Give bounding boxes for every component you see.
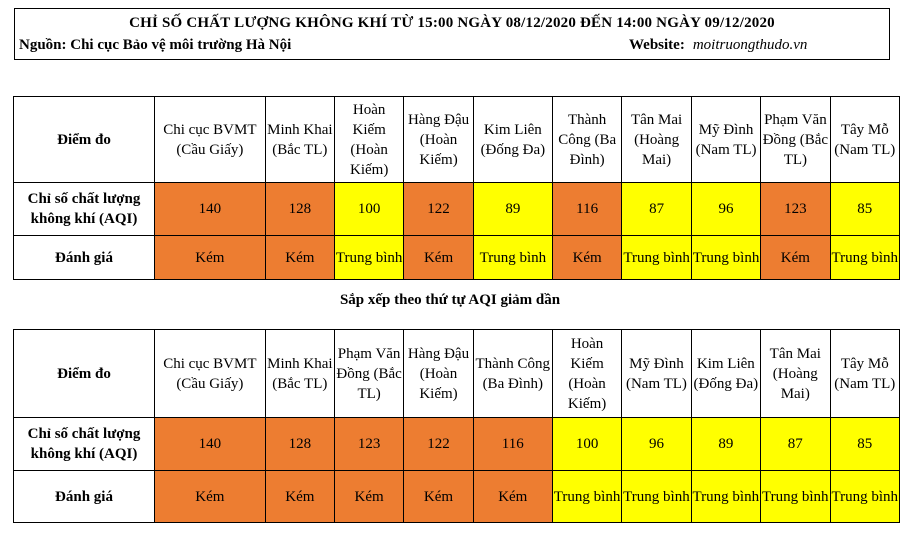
website-label: Website: bbox=[629, 37, 685, 53]
rating-value: Trung bình bbox=[334, 236, 403, 280]
site-name: Thành Công (Ba Đình) bbox=[473, 330, 552, 418]
site-name: Phạm Văn Đồng (Bắc TL) bbox=[334, 330, 403, 418]
rating-value: Kém bbox=[404, 471, 473, 523]
aqi-value: 140 bbox=[155, 418, 266, 471]
point-label: Điểm đo bbox=[14, 97, 155, 183]
site-name: Thành Công (Ba Đình) bbox=[552, 97, 621, 183]
aqi-value: 123 bbox=[761, 183, 830, 236]
site-name: Hoàn Kiếm (Hoàn Kiếm) bbox=[552, 330, 621, 418]
site-name: Chi cục BVMT (Cầu Giấy) bbox=[155, 330, 266, 418]
aqi-value: 140 bbox=[155, 183, 266, 236]
site-name: Minh Khai (Bắc TL) bbox=[265, 97, 334, 183]
report-header bbox=[14, 8, 890, 60]
rating-value: Trung bình bbox=[622, 471, 691, 523]
report-title: CHỈ SỐ CHẤT LƯỢNG KHÔNG KHÍ TỪ 15:00 NGÀY 08/12/2020 ĐẾN 14:00 NGÀY 09/12/2020 bbox=[129, 15, 775, 31]
site-name: Hàng Đậu (Hoàn Kiếm) bbox=[404, 97, 473, 183]
rating-value: Kém bbox=[404, 236, 473, 280]
site-name: Kim Liên (Đống Đa) bbox=[473, 97, 552, 183]
rating-value: Trung bình bbox=[691, 471, 760, 523]
website-line bbox=[629, 37, 807, 54]
aqi-value: 122 bbox=[404, 418, 473, 471]
aqi-table-sorted bbox=[13, 329, 900, 523]
sort-caption: Sắp xếp theo thứ tự AQI giảm dần bbox=[339, 292, 561, 308]
aqi-value: 116 bbox=[552, 183, 621, 236]
aqi-value: 89 bbox=[691, 418, 760, 471]
site-name: Mỹ Đình (Nam TL) bbox=[691, 97, 760, 183]
aqi-value: 100 bbox=[552, 418, 621, 471]
rating-value: Trung bình bbox=[691, 236, 760, 280]
aqi-value: 123 bbox=[334, 418, 403, 471]
rating-value: Kém bbox=[155, 471, 266, 523]
site-name: Phạm Văn Đồng (Bắc TL) bbox=[761, 97, 830, 183]
rating-label: Đánh giá bbox=[14, 236, 155, 280]
site-name: Tân Mai (Hoàng Mai) bbox=[761, 330, 831, 418]
site-name: Tây Mỗ (Nam TL) bbox=[830, 97, 899, 183]
site-name: Kim Liên (Đống Đa) bbox=[691, 330, 760, 418]
aqi-value: 128 bbox=[265, 183, 334, 236]
aqi-label: Chỉ số chất lượng không khí (AQI) bbox=[14, 183, 155, 236]
rating-value: Kém bbox=[552, 236, 621, 280]
rating-value: Kém bbox=[155, 236, 266, 280]
rating-value: Trung bình bbox=[761, 471, 831, 523]
aqi-label: Chỉ số chất lượng không khí (AQI) bbox=[14, 418, 155, 471]
aqi-value: 89 bbox=[473, 183, 552, 236]
aqi-value: 87 bbox=[761, 418, 831, 471]
source-line: Nguồn: Chi cục Bảo vệ môi trường Hà Nội bbox=[19, 37, 292, 53]
aqi-table-by-site bbox=[13, 96, 900, 280]
aqi-value: 85 bbox=[830, 418, 899, 471]
aqi-value: 87 bbox=[622, 183, 692, 236]
rating-value: Trung bình bbox=[473, 236, 552, 280]
rating-value: Trung bình bbox=[552, 471, 621, 523]
aqi-value: 96 bbox=[622, 418, 691, 471]
site-name: Hàng Đậu (Hoàn Kiếm) bbox=[404, 330, 473, 418]
rating-value: Kém bbox=[265, 236, 334, 280]
point-label: Điểm đo bbox=[14, 330, 155, 418]
aqi-value: 100 bbox=[334, 183, 403, 236]
rating-value: Trung bình bbox=[830, 471, 899, 523]
site-name: Mỹ Đình (Nam TL) bbox=[622, 330, 691, 418]
aqi-value: 96 bbox=[691, 183, 760, 236]
aqi-value: 116 bbox=[473, 418, 552, 471]
aqi-value: 128 bbox=[265, 418, 334, 471]
rating-value: Kém bbox=[265, 471, 334, 523]
site-name: Hoàn Kiếm (Hoàn Kiếm) bbox=[334, 97, 403, 183]
site-name: Chi cục BVMT (Cầu Giấy) bbox=[155, 97, 266, 183]
rating-value: Kém bbox=[761, 236, 830, 280]
site-name: Tây Mỗ (Nam TL) bbox=[830, 330, 899, 418]
rating-value: Trung bình bbox=[830, 236, 899, 280]
rating-value: Kém bbox=[473, 471, 552, 523]
rating-value: Trung bình bbox=[622, 236, 692, 280]
rating-value: Kém bbox=[334, 471, 403, 523]
aqi-value: 122 bbox=[404, 183, 473, 236]
rating-label: Đánh giá bbox=[14, 471, 155, 523]
site-name: Tân Mai (Hoàng Mai) bbox=[622, 97, 692, 183]
site-name: Minh Khai (Bắc TL) bbox=[265, 330, 334, 418]
aqi-value: 85 bbox=[830, 183, 899, 236]
website-link[interactable]: moitruongthudo.vn bbox=[692, 37, 808, 53]
